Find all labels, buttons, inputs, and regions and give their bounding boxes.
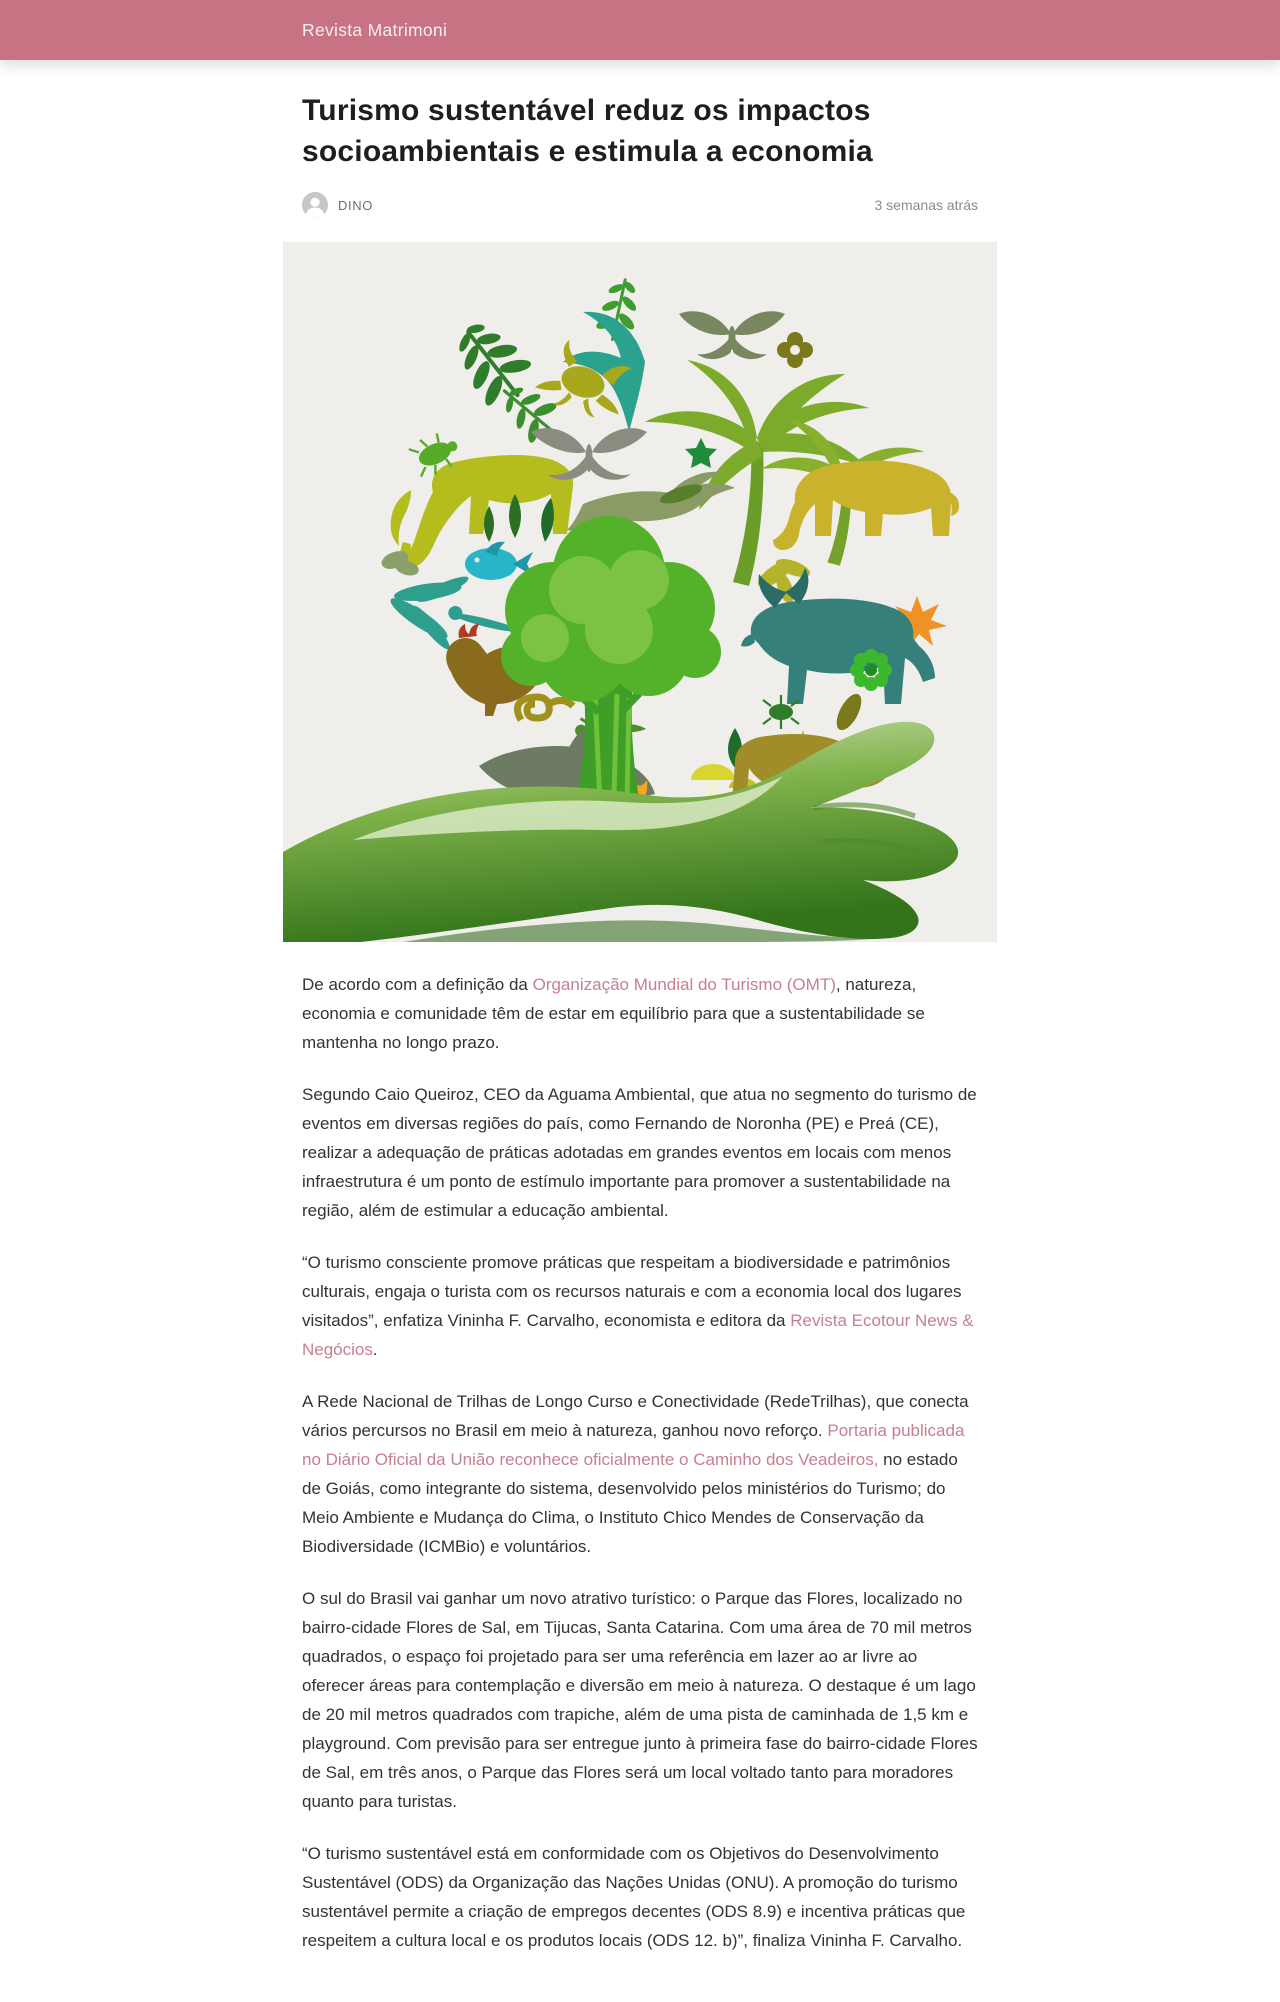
paragraph [302, 1387, 978, 1561]
paragraph-text: no estado de Goiás, como integrante do sistema, desenvolvido pelos ministérios do Turismo; do Meio Ambiente e Mudança do Clima, o Instituto Chico Mendes de Conservação da Biodiversidade (ICMBio) e voluntários. [302, 1450, 958, 1556]
paragraph-text: “O turismo sustentável está em conformidade com os Objetivos do Desenvolvimento Sustentável (ODS) da Organização das Nações Unidas (ONU). A promoção do turismo sustentável permite a criação de empregos decentes (ODS 8.9) e incentiva práticas que respeitem a cultura local e os produtos locais (ODS 12. b)”, finaliza Vininha F. Carvalho. [302, 1844, 966, 1950]
paragraph [302, 970, 978, 1057]
paragraph-text: Segundo Caio Queiroz, CEO da Aguama Ambiental, que atua no segmento do turismo de eventos em diversas regiões do país, como Fernando de Noronha (PE) e Preá (CE), realizar a adequação de práticas adotadas em grandes eventos em locais com menos infraestrutura é um ponto de estímulo importante para promover a sustentabilidade na região, além de estimular a educação ambiental. [302, 1085, 977, 1220]
paragraph [302, 1080, 978, 1225]
paragraph-text: . [372, 1340, 378, 1359]
author-avatar-icon [302, 192, 328, 218]
byline-row [302, 192, 978, 218]
rosette-flower-icon [850, 649, 892, 691]
article-title: Turismo sustentável reduz os impactos socioambientais e estimula a economia [302, 94, 873, 168]
article [302, 90, 978, 2002]
article-body [302, 970, 978, 2002]
inline-link[interactable]: Revista Ecotour News & Negócios [302, 1311, 974, 1359]
paragraph-text: De acordo com a definição da [302, 975, 533, 994]
hero-illustration [283, 242, 997, 942]
paragraph [302, 1248, 978, 1364]
inline-link[interactable]: Organização Mundial do Turismo (OMT) [532, 975, 836, 994]
paragraph-text: O sul do Brasil vai ganhar um novo atrativo turístico: o Parque das Flores, localizado no bairro-cidade Flores de Sal, em Tijucas, Santa Catarina. Com uma área de 70 mil metros quadrados, o espaço foi projetado para ser uma referência em lazer ao ar livre ao oferecer áreas para contemplação e diversão em meio à natureza. O destaque é um lago de 20 mil metros quadrados com trapiche, além de uma pista de caminhada de 1,5 km e playground. Com previsão para ser entregue junto à primeira fase do bairro-cidade Flores de Sal, em três anos, o Parque das Flores será um local voltado tanto para moradores quanto para turistas. [302, 1589, 978, 1811]
paragraph-text: A Rede Nacional de Trilhas de Longo Curso e Conectividade (RedeTrilhas), que conecta vários percursos no Brasil em meio à natureza, ganhou novo reforço. [302, 1392, 969, 1440]
site-title[interactable]: Revista Matrimoni [302, 19, 448, 40]
site-header [0, 0, 1280, 60]
hero-image [283, 242, 997, 942]
author-name[interactable]: DINO [338, 197, 373, 213]
inline-link[interactable]: Portaria publicada no Diário Oficial da União reconhece oficialmente o Caminho dos Veadeiros, [302, 1421, 965, 1469]
paragraph-text: , natureza, economia e comunidade têm de estar em equilíbrio para que a sustentabilidade se mantenha no longo prazo. [302, 975, 925, 1052]
post-age: 3 semanas atrás [874, 197, 978, 213]
paragraph [302, 1584, 978, 1816]
paragraph [302, 1839, 978, 1955]
paragraph-text: “O turismo consciente promove práticas que respeitam a biodiversidade e patrimônios culturais, engaja o turista com os recursos naturais e com a economia local dos lugares visitados”, enfatiza Vininha F. Carvalho, economista e editora da [302, 1253, 962, 1330]
main-content [0, 90, 1280, 2002]
